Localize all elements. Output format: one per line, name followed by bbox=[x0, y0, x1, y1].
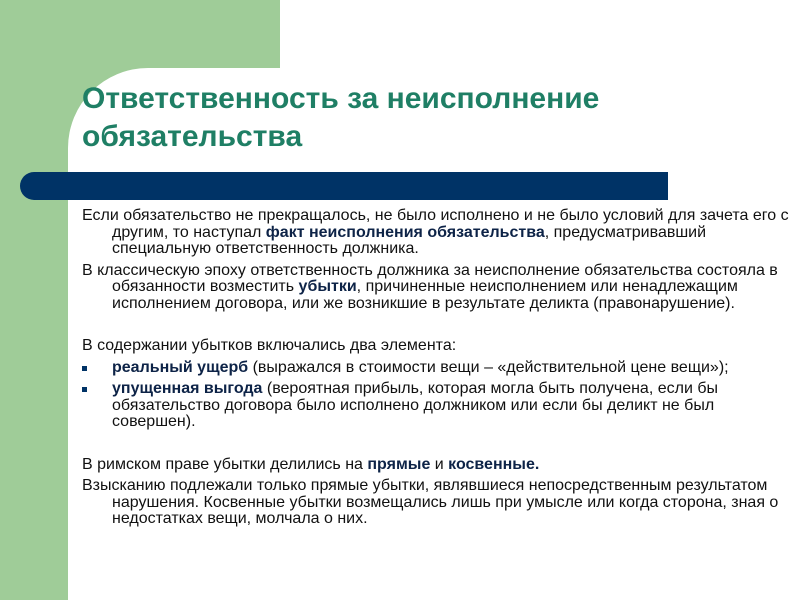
term-direct: прямые bbox=[367, 455, 431, 473]
term-losses: убытки bbox=[298, 278, 357, 295]
slide-body bbox=[82, 208, 790, 533]
left-decor-band bbox=[0, 0, 68, 600]
title-underline-bar bbox=[20, 172, 668, 200]
term-actual-damage: реальный ущерб bbox=[112, 358, 249, 376]
term-lost-profit: упущенная выгода bbox=[112, 380, 263, 397]
term-nonperformance-fact: факт неисполнения обязательства bbox=[265, 223, 545, 241]
paragraph-classical-era: В классическую эпоху ответственность должника за неисполнение обязательства состояла в обязанности возместить убытки, причиненные неисполнением или ненадлежащим исполнением договора, или же возникшие в результате деликта (правонарушение). bbox=[82, 261, 778, 312]
spacer bbox=[82, 317, 790, 338]
bullet-item: реальный ущерб (выражался в стоимости вещи – «действительной цене вещи»); bbox=[82, 360, 790, 377]
square-bullet-icon bbox=[82, 366, 87, 371]
term-indirect: косвенные. bbox=[448, 455, 540, 473]
paragraph-loss-elements: В содержании убытков включались два элемента: bbox=[82, 337, 457, 354]
paragraph-liability-fact: Если обязательство не прекращалось, не было исполнено и не было условий для зачета его с другим, то наступал факт неисполнения обязательства, предусматривавший специальную ответственность должника. bbox=[82, 207, 789, 257]
square-bullet-icon bbox=[82, 387, 87, 392]
paragraph-loss-types: В римском праве убытки делились на прямые и косвенные. bbox=[82, 455, 540, 473]
slide-title: Ответственность за неисполнение обязательства bbox=[82, 82, 600, 153]
paragraph-recovery: Взысканию подлежали только прямые убытки, являвшиеся непосредственным результатом нарушения. Косвенные убытки возмещались лишь при умысле или когда сторона, зная о недостатках вещи, молчала о них. bbox=[82, 477, 779, 527]
spacer bbox=[82, 436, 790, 457]
bullet-item: упущенная выгода (вероятная прибыль, которая могла быть получена, если бы обязательство договора было исполнено должником или если бы деликт не был совершен). bbox=[82, 381, 790, 431]
